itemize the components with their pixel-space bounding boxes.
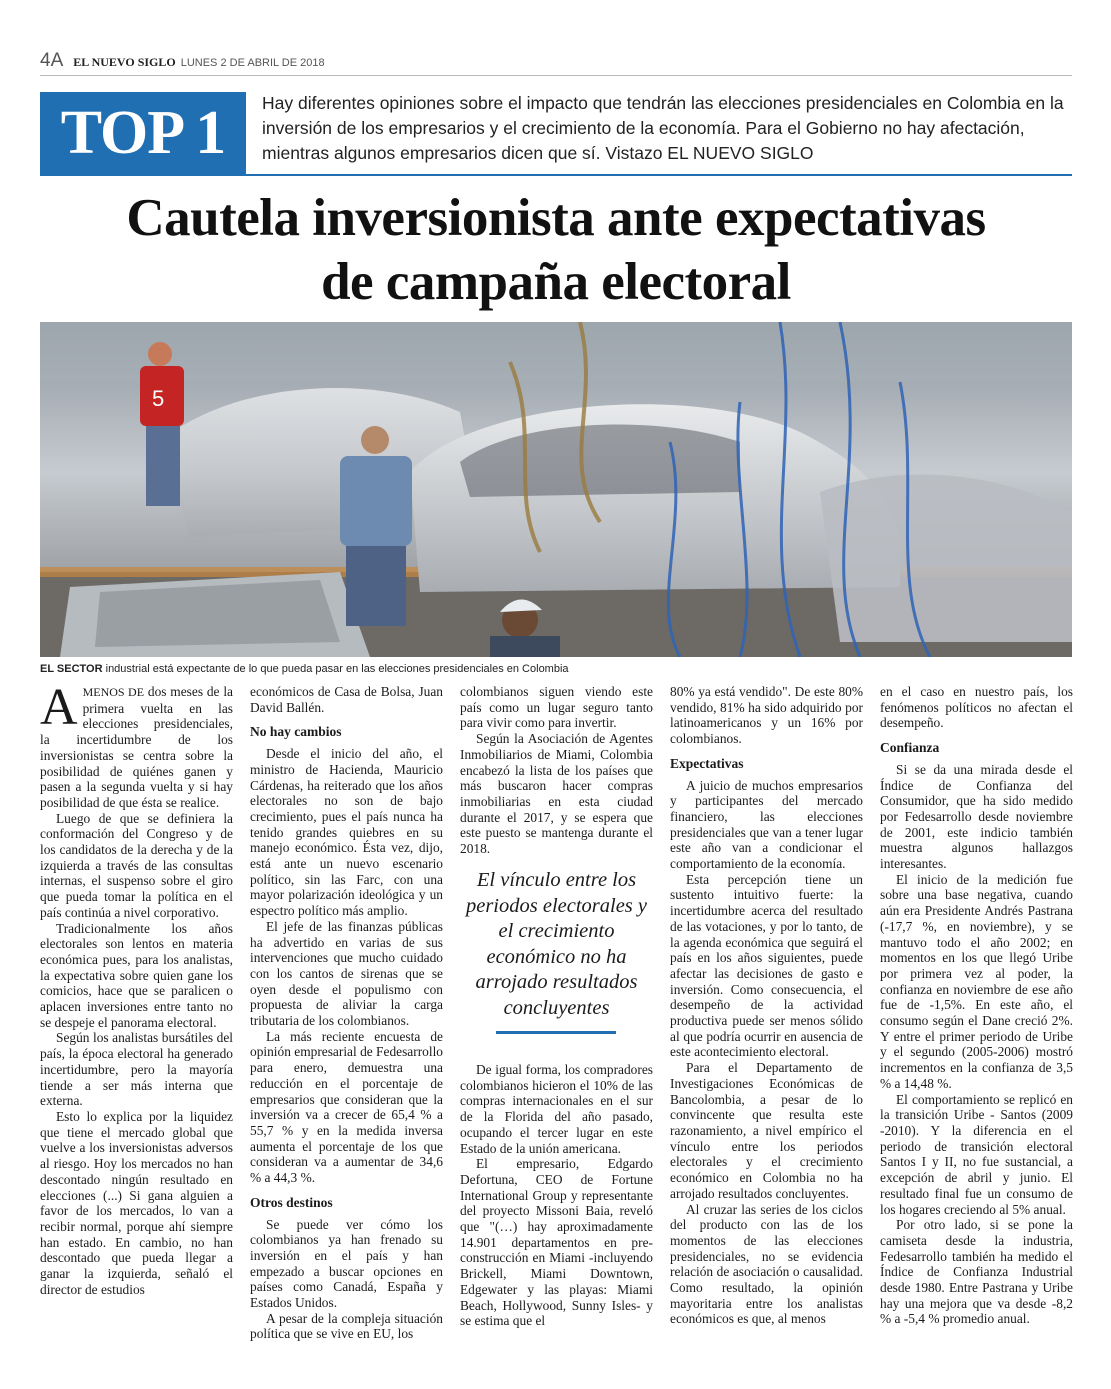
lead-paragraph xyxy=(40,679,233,811)
headline-line-2: de campaña electoral xyxy=(321,253,791,311)
intro-divider xyxy=(40,174,1072,176)
paragraph: A pesar de la compleja situación política que se vive en EU, los xyxy=(250,1310,443,1342)
paragraph: Si se da una mirada desde el Índice de Confianza del Consumidor, que ha sido medido por Fedesarrollo desde noviembre de 2001, este indicio también muestra algunos hallazgos interesantes. xyxy=(880,761,1073,872)
paragraph: Según la Asociación de Agentes Inmobiliarios de Miami, Colombia encabezó la lista de los países que más buscaron hacer compras inmobiliarias en esta ciudad durante el 2017, y se espera que este puesto se mantenga durante el 2018. xyxy=(460,731,653,857)
caption-text: industrial está expectante de lo que pueda pasar en las elecciones presidenciales en Colombia xyxy=(102,663,569,675)
issue-date: LUNES 2 DE ABRIL DE 2018 xyxy=(180,57,325,69)
article-headline xyxy=(40,186,1072,314)
article-column-4 xyxy=(670,684,863,1327)
pull-quote: El vínculo entre los periodos electorales y el crecimiento económico no ha arrojado resultados concluyentes xyxy=(465,869,648,1019)
paragraph: Para el Departamento de Investigaciones Económicas de Bancolombia, a pesar de lo convincente que resulta este razonamiento, a nivel empírico el vínculo entre los periodos electorales y el crecimiento económico en Colombia no ha arrojado resultados concluyentes. xyxy=(670,1060,863,1201)
subheading-expectativas: Expectativas xyxy=(670,755,744,771)
lead-smallcaps: MENOS DE xyxy=(82,685,145,699)
paragraph: El comportamiento se replicó en la transición Uribe - Santos (2009 -2010). Y la diferencia en el periodo de transición electoral Santos I y II, no fue sustancial, a excepción de abril y junio. El resultado final fue un consumo de los hogares creciendo al 5% anual. xyxy=(880,1091,1073,1217)
paragraph: Por otro lado, si se pone la camiseta desde la industria, Fedesarrollo también ha medido el Índice de Confianza Industrial desde 1980. Entre Pastrana y Uribe hay una mejora que va desde -8,2 % a -5,4 % promedio anual. xyxy=(880,1217,1073,1327)
paragraph: colombianos siguen viendo este país como un lugar seguro tanto para vivir como para invertir. xyxy=(460,684,653,731)
jersey-number: 5 xyxy=(152,386,165,411)
paragraph: 80% ya está vendido". De este 80% vendido, 81% ha sido adquirido por latinoamericanos y un 16% por colombianos. xyxy=(670,684,863,747)
paragraph: Según los analistas bursátiles del país, la época electoral ha generado incertidumbre, pero la mayoría tiende a ser más interna que externa. xyxy=(40,1030,233,1109)
photo-caption xyxy=(40,663,1072,675)
paragraph: La más reciente encuesta de opinión empresarial de Fedesarrollo para enero, demuestra una reducción en el porcentaje de empresarios que consideran que la inversión va a crecer de 65,4 % a 55,7 % y en la medida inversa aumenta el porcentaje de los que consideran va a aumentar de 34,6 % a 44,3 %. xyxy=(250,1028,443,1186)
paragraph: El jefe de las finanzas públicas ha advertido en varias de sus intervenciones que mucho cuidado con los cantos de sirenas que se oyen desde el populismo con propuesta de aliviar la carga tributaria de los colombianos. xyxy=(250,918,443,1029)
assembly-line-illustration xyxy=(40,322,1072,657)
paragraph: Desde el inicio del año, el ministro de Hacienda, Mauricio Cárdenas, ha reiterado que los años electorales no son de bajo crecimiento, pues el país nunca ha tenido grandes quiebres en su manejo económico. Ésta vez, dijo, está ante un nuevo escenario político, sin las Farc, con una mayor polarización ideológica y un espectro político más amplio. xyxy=(250,746,443,919)
paragraph: económicos de Casa de Bolsa, Juan David Ballén. xyxy=(250,684,443,715)
article-column-3-top xyxy=(460,684,653,857)
pull-quote-rule xyxy=(496,1031,616,1034)
subheading-otros-destinos: Otros destinos xyxy=(250,1194,333,1210)
paragraph: A juicio de muchos empresarios y participantes del mercado financiero, las elecciones presidenciales que van a tener lugar este año van a condicionar el comportamiento de la economía. xyxy=(670,777,863,872)
paragraph: Luego de que se definiera la conformación del Congreso y de los candidatos de la derecha y de la izquierda a través de las consultas internas, el suspenso sobre el giro que pueda tomar la política en el país continúa a nivel corporativo. xyxy=(40,810,233,920)
page-number: 4A xyxy=(40,50,64,71)
paragraph: El inicio de la medición fue sobre una base negativa, cuando aún era Presidente Andrés Pastrana (-17,7 %, en noviembre), y se mantuvo todo el año 2002; en momentos en los que llegó Uribe por primera vez al poder, la confianza en noviembre de ese año fue de -1,5%. En este año, el consumo según el Dane creció 2%. Y entre el primer periodo de Uribe y el segundo (2005-2006) mostró incrementos en la confianza de 3,5 % a 14,48 %. xyxy=(880,871,1073,1091)
factory-photo xyxy=(40,322,1072,657)
article-column-5 xyxy=(880,684,1073,1327)
paragraph: Esta percepción tiene un sustento intuitivo fuerte: la incertidumbre acerca del resultado de las votaciones, y por lo tanto, de la agenda económica que seguirá el país en los años siguientes, puede afectar las decisiones de gasto e inversión. Como consecuencia, el desempeño de la actividad productiva puede ser menos sólido al que podría ocurrir en ausencia de este acontecimiento electoral. xyxy=(670,871,863,1060)
newspaper-name: EL NUEVO SIGLO xyxy=(73,55,176,69)
intro-summary: Hay diferentes opiniones sobre el impacto que tendrán las elecciones presidenciales en Colombia en la inversión de los empresarios y el crecimiento de la economía. Para el Gobierno no hay afectación, mientras algunos empresarios dicen que sí. Vistazo EL NUEVO SIGLO xyxy=(262,93,1064,163)
drop-cap: A xyxy=(40,679,78,736)
lead-text: dos meses de la primera vuelta en las elecciones presidenciales, la incertidumbre de los inversionistas se centra sobre la posibilidad de quiénes ganen y pasen a la segunda vuelta y si hay posibilidad de que ésta se realice. xyxy=(40,684,233,810)
section-badge: TOP 1 xyxy=(40,92,246,174)
paragraph: Tradicionalmente los años electorales son lentos en materia económica pues, para los analistas, la expectativa sobre quien gane los comicios, hace que se paralicen o aplacen inversiones entre tanto no se despeje el panorama electoral. xyxy=(40,920,233,1030)
caption-lead: EL SECTOR xyxy=(40,663,103,675)
paragraph: Esto lo explica por la liquidez que tiene el mercado global que vuelve a los inversionistas adversos al riesgo. Hoy los mercados no han descontado ningún resultado en elecciones (...) Si gana alguien a favor de los mercados, lo van a recibir normal, porque ahí siempre han estado. En cambio, no han descontado que pueda llegar a ganar la izquierda, señaló el director de estudios xyxy=(40,1108,233,1297)
paragraph: Al cruzar las series de los ciclos del producto con las de los momentos de las elecciones presidenciales, no se evidencia relación de asociación o causalidad. Como resultado, la opinión mayoritaria entre los analistas económicos es que, al menos xyxy=(670,1201,863,1327)
paragraph: Se puede ver cómo los colombianos ya han frenado su inversión en el país y han empezado a buscar opciones en países como Canadá, España y Estados Unidos. xyxy=(250,1216,443,1311)
worker-red-shirt xyxy=(140,342,184,506)
subheading-no-hay-cambios: No hay cambios xyxy=(250,724,342,740)
headline-line-1: Cautela inversionista ante expectativas xyxy=(126,189,986,247)
article-column-3-bottom xyxy=(460,1062,653,1329)
page-folio xyxy=(40,50,1072,76)
paragraph: El empresario, Edgardo Defortuna, CEO de Fortune International Group y representante del proyecto Missoni Baia, reveló que "(…) hay aproximadamente 14.901 departamentos en pre-construcción en Miami -incluyendo Brickell, Miami Downtown, Edgewater y las playas: Miami Beach, Hollywood, Sunny Isles- y se estima que el xyxy=(460,1156,653,1329)
worker-blue-shirt xyxy=(340,426,412,626)
paragraph: De igual forma, los compradores colombianos hicieron el 10% de las compras internacionales en el sur de la Florida del año pasado, ocupando el tercer lugar en este Estado de la unión americana. xyxy=(460,1062,653,1156)
article-column-1 xyxy=(40,679,233,1297)
subheading-confianza: Confianza xyxy=(880,740,940,756)
article-column-2 xyxy=(250,684,443,1342)
paragraph: en el caso en nuestro país, los fenómenos políticos no afectan el desempeño. xyxy=(880,684,1073,731)
